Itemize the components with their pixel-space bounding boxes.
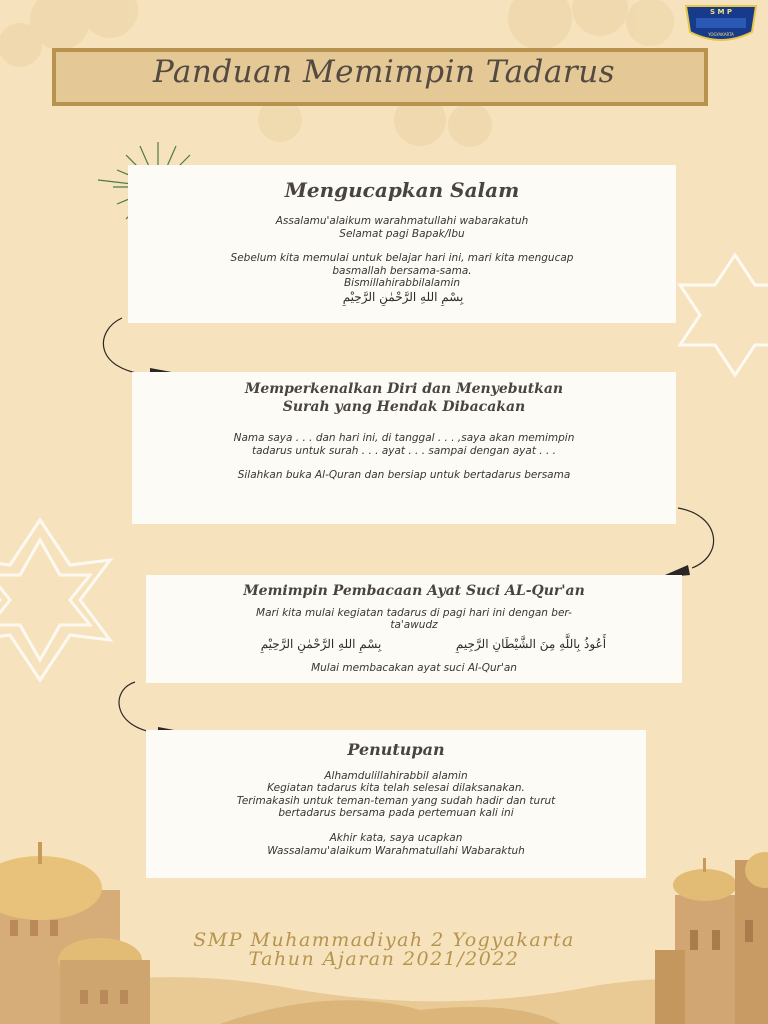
taawudz-text: أَعُوذُ بِاللَّهِ مِنَ الشَّيْطَانِ الرَّجِيمِ — [455, 637, 607, 651]
section-line: Akhir kata, saya ucapkan — [329, 832, 463, 844]
section-line: Silahkan buka Al-Quran dan bersiap untuk bertadarus bersama — [237, 469, 571, 481]
logo-text: S M P — [709, 8, 732, 16]
section-line: Selamat pagi Bapak/Ibu — [339, 228, 465, 240]
section-title: Mengucapkan Salam — [284, 178, 520, 202]
section-line: tadarus untuk surah . . . ayat . . . sampai dengan ayat . . . — [252, 445, 556, 457]
section-line: Mulai membacakan ayat suci Al-Qur'an — [311, 662, 517, 674]
section-line: ta'awudz — [390, 619, 438, 631]
logo-subtext: YOGYAKARTA — [708, 32, 734, 37]
section-line: Mari kita mulai kegiatan tadarus di pagi hari ini dengan ber- — [256, 607, 572, 619]
section-title: Penutupan — [347, 740, 445, 759]
section-card-penutupan — [146, 730, 646, 878]
section-line: Kegiatan tadarus kita telah selesai dilaksanakan. — [267, 782, 525, 794]
section-title: Memimpin Pembacaan Ayat Suci AL-Qur'an — [243, 583, 585, 599]
section-card-pembacaan — [146, 575, 682, 683]
section-line: Assalamu'alaikum warahmatullahi wabarakatuh — [275, 215, 529, 227]
page-title: Panduan Memimpin Tadarus — [152, 54, 616, 90]
section-title: Surah yang Hendak Dibacakan — [282, 399, 526, 415]
section-line: Bismillahirabbilalamin — [343, 277, 461, 289]
section-line: Wassalamu'alaikum Warahmatullahi Wabaraktuh — [267, 845, 525, 857]
section-line: bertadarus bersama pada pertemuan kali ini — [278, 807, 514, 819]
section-line: Alhamdulillahirabbil alamin — [324, 770, 468, 782]
footer-school-name: SMP Muhammadiyah 2 Yogyakarta — [193, 929, 575, 951]
section-line: Sebelum kita memulai untuk belajar hari ini, mari kita mengucap — [230, 252, 574, 264]
section-line: basmallah bersama-sama. — [332, 265, 472, 277]
footer-academic-year: Tahun Ajaran 2021/2022 — [248, 948, 520, 970]
school-logo — [682, 2, 760, 44]
section-line: Nama saya . . . dan hari ini, di tanggal . . . ,saya akan memimpin — [233, 432, 575, 444]
section-line: Terimakasih untuk teman-teman yang sudah hadir dan turut — [236, 795, 556, 807]
section-card-perkenalan — [132, 372, 676, 524]
section-title: Memperkenalkan Diri dan Menyebutkan — [244, 381, 564, 397]
bismillah-text: بِسْمِ اللهِ الرَّحْمٰنِ الرَّحِيْمِ — [342, 290, 464, 304]
section-card-salam — [128, 165, 676, 323]
bismillah-text: بِسْمِ اللهِ الرَّحْمٰنِ الرَّحِيْمِ — [260, 637, 382, 651]
